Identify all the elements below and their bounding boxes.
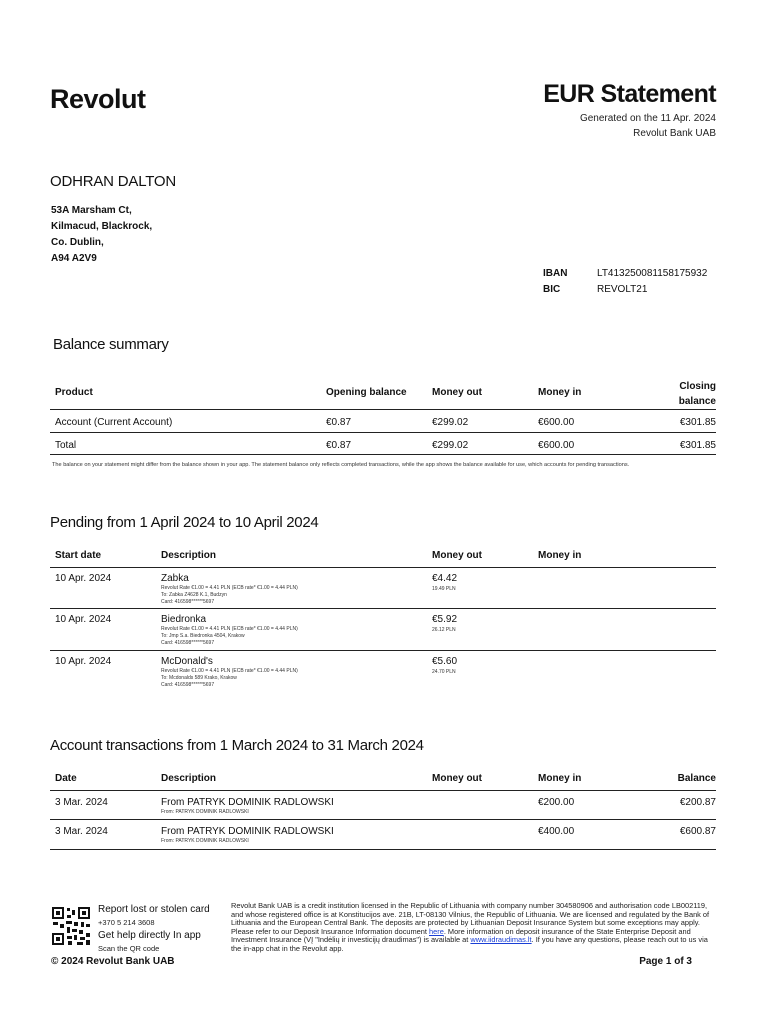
col-money-in: Money in: [538, 550, 582, 561]
pending-title: Pending from 1 April 2024 to 10 April 2024: [50, 514, 319, 531]
deposit-insurance-link[interactable]: here: [429, 926, 444, 936]
cell-description: [161, 826, 334, 844]
table-row: [50, 791, 716, 820]
col-money-out: Money out: [432, 550, 482, 561]
cell-product: Account (Current Account): [55, 417, 173, 428]
statement-header: [543, 80, 716, 139]
cell-date: 10 Apr. 2024: [55, 614, 112, 625]
cell-money-in: €400.00: [538, 826, 575, 837]
bank-name: Revolut Bank UAB: [633, 128, 716, 139]
merchant-name: Biedronka: [161, 614, 207, 625]
iban-value: LT413250081158175932: [597, 267, 708, 279]
col-money-out: Money out: [432, 387, 482, 398]
cell-description: [161, 656, 421, 688]
col-date: Date: [55, 773, 77, 784]
col-money-in: Money in: [538, 387, 582, 398]
merchant-name: McDonald's: [161, 656, 213, 667]
generated-date: Generated on the 11 Apr. 2024: [579, 113, 716, 124]
copyright: © 2024 Revolut Bank UAB: [51, 956, 175, 967]
rate-info: Revolut Rate €1.00 = 4.41 PLN (ECB rate* €1.00 = 4.44 PLN): [161, 626, 298, 632]
cell-date: 10 Apr. 2024: [55, 656, 112, 667]
balance-summary-title: Balance summary: [53, 336, 169, 353]
cell-money-in: €200.00: [538, 797, 575, 808]
transaction-from: From: PATRYK DOMINIK RADLOWSKI: [161, 838, 249, 844]
cell-balance: €600.87: [679, 826, 716, 837]
table-row: [50, 410, 716, 433]
amount-pln: 26.12 PLN: [432, 627, 456, 633]
card-info: Card: 416598******5697: [161, 682, 215, 688]
scan-qr-text: Scan the QR code: [98, 944, 160, 953]
cell-money-out: [432, 573, 457, 592]
page-number: Page 1 of 3: [639, 956, 692, 967]
transactions-table: [50, 767, 716, 850]
in-app-help-text: Get help directly In app: [98, 930, 201, 941]
table-row: [50, 433, 716, 455]
table-header: [50, 767, 716, 791]
cell-date: 3 Mar. 2024: [55, 826, 108, 837]
amount: €4.42: [432, 573, 458, 584]
amount: €5.60: [432, 656, 458, 667]
amount-pln: 19.49 PLN: [432, 586, 456, 592]
merchant-info: To: Zabka Z4628 K.1, Budzyn: [161, 592, 227, 598]
bic-label: BIC: [543, 283, 561, 295]
rate-info: Revolut Rate €1.00 = 4.41 PLN (ECB rate* €1.00 = 4.44 PLN): [161, 585, 298, 591]
cell-opening: €0.87: [326, 417, 352, 428]
bic-value: REVOLT21: [597, 283, 648, 295]
cell-money-out: [432, 614, 457, 633]
legal-part-3: . If you have any questions, please reach out to us via the in-app chat in the Revolut app.: [231, 935, 708, 953]
cell-date: 3 Mar. 2024: [55, 797, 108, 808]
table-row: [50, 651, 716, 693]
rate-info: Revolut Rate €1.00 = 4.41 PLN (ECB rate* €1.00 = 4.44 PLN): [161, 668, 298, 674]
revolut-logo: Revolut: [50, 84, 146, 114]
card-info: Card: 416598******5697: [161, 640, 215, 646]
balance-summary-table: [50, 374, 716, 455]
transaction-desc: From PATRYK DOMINIK RADLOWSKI: [161, 826, 334, 837]
table-row: [50, 568, 716, 609]
table-row: [50, 609, 716, 651]
merchant-info: To: Jmp S.a. Biedronka 4504, Krakow: [161, 633, 245, 639]
address-line: 53A Marsham Ct,: [51, 205, 132, 216]
cell-money-in: €600.00: [538, 440, 575, 451]
cell-money-out: [432, 656, 457, 675]
col-start-date: Start date: [55, 550, 102, 561]
footer-help: [98, 903, 210, 955]
card-info: Card: 416598******5697: [161, 599, 215, 605]
customer-name: ODHRAN DALTON: [50, 173, 177, 190]
cell-balance: €200.87: [679, 797, 716, 808]
closing-label-2: balance: [678, 396, 716, 407]
address-line: Co. Dublin,: [51, 237, 104, 248]
table-header: [50, 374, 716, 410]
legal-text: [231, 902, 717, 954]
col-description: Description: [161, 550, 217, 561]
merchant-info: To: Mcdonalds 589 Krako, Krakow: [161, 675, 237, 681]
table-header: [50, 544, 716, 568]
cell-closing: €301.85: [679, 417, 716, 428]
bic-row: [543, 281, 707, 297]
cell-date: 10 Apr. 2024: [55, 573, 112, 584]
closing-label-1: Closing: [679, 381, 716, 392]
table-row: [50, 820, 716, 850]
address-line: Kilmacud, Blackrock,: [51, 221, 153, 232]
support-phone: +370 5 214 3608: [98, 918, 155, 927]
customer-address: [51, 203, 152, 267]
col-opening-balance: Opening balance: [326, 387, 407, 398]
cell-description: [161, 797, 334, 815]
iban-row: [543, 265, 707, 281]
cell-description: [161, 573, 421, 605]
qr-code-icon: [51, 906, 91, 946]
cell-product: Total: [55, 440, 77, 451]
legal-part-1: Revolut Bank UAB is a credit institution licensed in the Republic of Lithuania with company number 304580906 and authorisation code LB002119, and whose registered office is at Konstitucijos ave. 21B, LT-08130 Vilnius, the Republic of Lithuania. We are licensed and regulated by the Bank of Lithuania and the European Central Bank. The deposits are protected by Lithuanian Deposit Insurance System but some exceptions may apply. Please refer to our Deposit Insurance Information document: [231, 901, 710, 936]
merchant-name: Zabka: [161, 573, 189, 584]
transaction-from: From: PATRYK DOMINIK RADLOWSKI: [161, 809, 249, 815]
cell-opening: €0.87: [326, 440, 352, 451]
col-money-in: Money in: [538, 773, 582, 784]
legal-part-2: . More information on deposit insurance of the State Enterprise Deposit and Investment Insurance (VĮ "Indėlių ir investicijų draudimas") is available at: [231, 926, 691, 945]
cell-description: [161, 614, 421, 646]
address-line: A94 A2V9: [51, 253, 97, 264]
cell-money-in: €600.00: [538, 417, 575, 428]
transaction-desc: From PATRYK DOMINIK RADLOWSKI: [161, 797, 334, 808]
col-description: Description: [161, 773, 217, 784]
pending-table: [50, 544, 716, 693]
col-money-out: Money out: [432, 773, 482, 784]
cell-closing: €301.85: [679, 440, 716, 451]
amount: €5.92: [432, 614, 458, 625]
report-card-text: Report lost or stolen card: [98, 904, 210, 915]
col-balance: Balance: [677, 773, 716, 784]
amount-pln: 24.70 PLN: [432, 669, 456, 675]
transactions-title: Account transactions from 1 March 2024 to 31 March 2024: [50, 737, 424, 754]
iidraudimas-link[interactable]: www.iidraudimas.lt: [470, 935, 532, 945]
cell-money-out: €299.02: [432, 417, 469, 428]
cell-money-out: €299.02: [432, 440, 469, 451]
col-closing-balance: [656, 379, 716, 409]
iban-label: IBAN: [543, 267, 568, 279]
bank-info: [543, 265, 707, 297]
statement-title: EUR Statement: [543, 80, 716, 108]
balance-note: The balance on your statement might differ from the balance shown in your app. The statement balance only reflects completed transactions, while the app shows the balance available for use, which accounts for pending transactions.: [52, 462, 630, 468]
col-product: Product: [55, 387, 93, 398]
